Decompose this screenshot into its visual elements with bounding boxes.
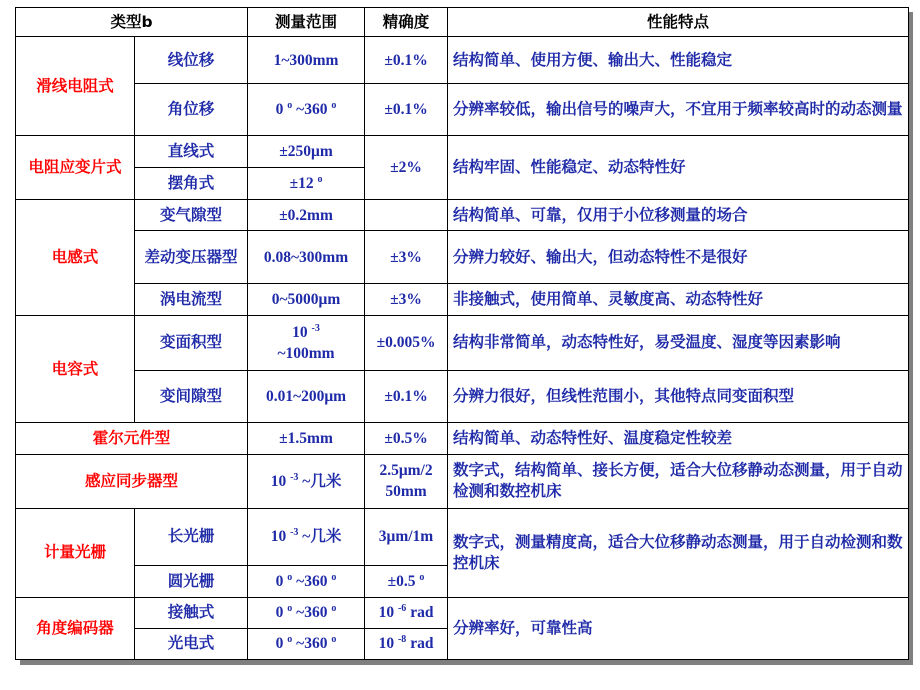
- category-cell: 电容式: [16, 316, 135, 422]
- range-end: ~360: [296, 572, 328, 590]
- header-features: 性能特点: [448, 8, 909, 37]
- range-end: ~几米: [302, 528, 342, 546]
- range-cell: [248, 84, 365, 136]
- table-row: [16, 231, 909, 284]
- table-row: [16, 370, 909, 422]
- accuracy-base: 10: [378, 604, 395, 622]
- accuracy-cell: ±2%: [365, 136, 448, 200]
- category-cell: 电阻应变片式: [16, 136, 135, 200]
- degree-mark: o: [287, 99, 293, 111]
- table-row: [16, 200, 909, 231]
- category-cell: 霍尔元件型: [16, 422, 248, 454]
- range-start: 0: [275, 604, 284, 622]
- accuracy-cell: ±0.1%: [365, 370, 448, 422]
- table-row: [16, 37, 909, 84]
- range-cell: [248, 597, 365, 628]
- range-exponent: -3: [311, 322, 320, 334]
- range-base: 10: [292, 323, 308, 341]
- accuracy-cell: 3μm/1m: [365, 508, 448, 565]
- accuracy-cell: ±3%: [365, 231, 448, 284]
- range-start: 0: [275, 101, 284, 119]
- range-cell: [248, 316, 365, 370]
- accuracy-unit: rad: [410, 635, 434, 653]
- degree-mark: o: [287, 603, 293, 615]
- table-row: [16, 316, 909, 370]
- features-cell: 分辨力较好、输出大，但动态特性不是很好: [448, 231, 909, 284]
- degree-mark: o: [287, 571, 293, 583]
- subtype-cell: 线位移: [135, 37, 248, 84]
- subtype-cell: 圆光栅: [135, 565, 248, 597]
- accuracy-cell: [365, 565, 448, 597]
- header-accuracy: 精确度: [365, 8, 448, 37]
- accuracy-cell: [365, 200, 448, 231]
- table-row: [16, 508, 909, 565]
- features-cell: 分辨力很好，但线性范围小，其他特点同变面积型: [448, 370, 909, 422]
- degree-mark: o: [331, 634, 337, 646]
- table-row: [16, 422, 909, 454]
- range-cell: [248, 454, 365, 508]
- subtype-cell: 长光栅: [135, 508, 248, 565]
- degree-mark: o: [317, 174, 323, 186]
- degree-mark: o: [287, 634, 293, 646]
- accuracy-cell: ±0.1%: [365, 37, 448, 84]
- degree-mark: o: [331, 603, 337, 615]
- accuracy-exponent: -8: [397, 634, 407, 646]
- range-cell: [248, 508, 365, 565]
- range-exponent: -3: [290, 527, 299, 539]
- range-end: ~360: [296, 604, 328, 622]
- features-cell: 结构非常简单，动态特性好，易受温度、湿度等因素影响: [448, 316, 909, 370]
- accuracy-cell: ±0.1%: [365, 84, 448, 136]
- features-cell: 分辨率好，可靠性高: [448, 597, 909, 659]
- range-base: 10: [270, 528, 287, 546]
- features-cell: 分辨率较低，输出信号的噪声大，不宜用于频率较高时的动态测量: [448, 84, 909, 136]
- range-cell: 1~300mm: [248, 37, 365, 84]
- features-cell: 结构简单、动态特性好、温度稳定性较差: [448, 422, 909, 454]
- range-cell: [248, 628, 365, 659]
- subtype-cell: 变气隙型: [135, 200, 248, 231]
- accuracy-cell: [365, 628, 448, 659]
- subtype-cell: 接触式: [135, 597, 248, 628]
- table-row: [16, 136, 909, 168]
- accuracy-unit: rad: [410, 604, 434, 622]
- range-cell: 0~5000μm: [248, 284, 365, 316]
- range-start: 0: [275, 635, 284, 653]
- subtype-cell: 摆角式: [135, 168, 248, 200]
- table-row: [16, 284, 909, 316]
- category-cell: 计量光栅: [16, 508, 135, 597]
- subtype-cell: 差动变压器型: [135, 231, 248, 284]
- range-end: ~100mm: [277, 344, 335, 362]
- features-cell: 非接触式，使用简单、灵敏度高、动态特性好: [448, 284, 909, 316]
- accuracy-cell: ±3%: [365, 284, 448, 316]
- table-row: [16, 84, 909, 136]
- range-cell: [248, 565, 365, 597]
- range-cell: ±0.2mm: [248, 200, 365, 231]
- range-value: ±12: [289, 175, 314, 193]
- subtype-cell: 变面积型: [135, 316, 248, 370]
- subtype-cell: 涡电流型: [135, 284, 248, 316]
- features-cell: 数字式，结构简单、接长方便，适合大位移静动态测量，用于自动检测和数控机床: [448, 454, 909, 508]
- features-cell: 数字式，测量精度高，适合大位移静动态测量，用于自动检测和数控机床: [448, 508, 909, 597]
- header-row: [16, 8, 909, 37]
- subtype-cell: 角位移: [135, 84, 248, 136]
- header-type: 类型b: [16, 8, 248, 37]
- features-cell: 结构简单、可靠，仅用于小位移测量的场合: [448, 200, 909, 231]
- range-cell: 0.01~200μm: [248, 370, 365, 422]
- accuracy-cell: ±0.005%: [365, 316, 448, 370]
- accuracy-value: ±0.5: [387, 572, 416, 590]
- table-row: [16, 454, 909, 508]
- subtype-cell: 变间隙型: [135, 370, 248, 422]
- accuracy-base: 10: [378, 635, 395, 653]
- category-cell: 角度编码器: [16, 597, 135, 659]
- range-cell: 0.08~300mm: [248, 231, 365, 284]
- range-cell: ±250μm: [248, 136, 365, 168]
- accuracy-exponent: -6: [397, 603, 407, 615]
- category-cell: 滑线电阻式: [16, 37, 135, 136]
- subtype-cell: 直线式: [135, 136, 248, 168]
- header-range: 测量范围: [248, 8, 365, 37]
- degree-mark: o: [419, 571, 425, 583]
- category-cell: 感应同步器型: [16, 454, 248, 508]
- table-frame: [15, 7, 908, 660]
- degree-mark: o: [331, 99, 337, 111]
- range-end: ~360: [296, 101, 328, 119]
- range-start: 0: [275, 572, 284, 590]
- degree-mark: o: [331, 571, 337, 583]
- range-end: ~360: [296, 635, 328, 653]
- accuracy-cell: [365, 597, 448, 628]
- accuracy-line-2: 50mm: [385, 483, 427, 501]
- accuracy-line-1: 2.5μm/2: [379, 462, 433, 480]
- sensor-comparison-table: [15, 7, 909, 660]
- subtype-cell: 光电式: [135, 628, 248, 659]
- table-row: [16, 597, 909, 628]
- range-cell: [248, 168, 365, 200]
- range-base: 10: [270, 472, 287, 490]
- range-exponent: -3: [290, 471, 299, 483]
- features-cell: 结构简单、使用方便、输出大、性能稳定: [448, 37, 909, 84]
- range-cell: ±1.5mm: [248, 422, 365, 454]
- accuracy-cell: [365, 454, 448, 508]
- accuracy-cell: ±0.5%: [365, 422, 448, 454]
- features-cell: 结构牢固、性能稳定、动态特性好: [448, 136, 909, 200]
- category-cell: 电感式: [16, 200, 135, 316]
- range-end: ~几米: [302, 472, 342, 490]
